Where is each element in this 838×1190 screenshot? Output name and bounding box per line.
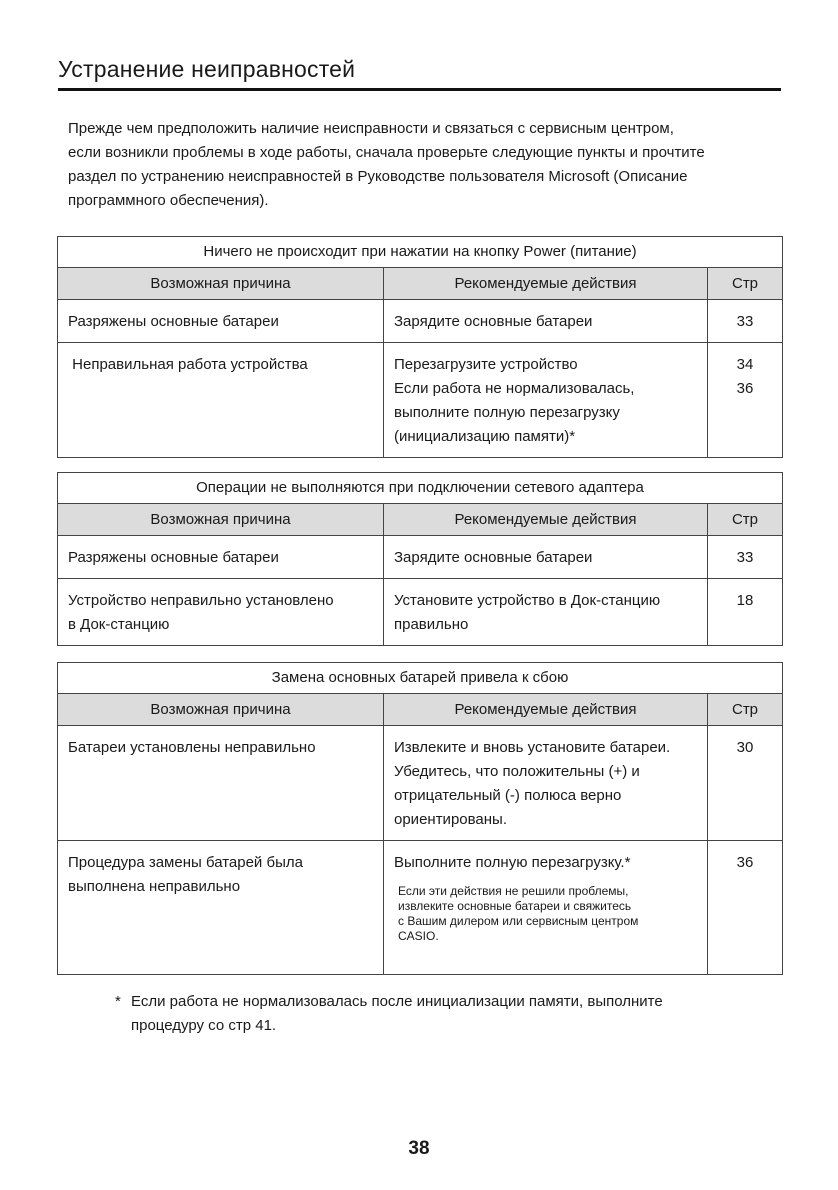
cause-text: Разряжены основные батареи bbox=[68, 549, 279, 566]
action-text: Зарядите основные батареи bbox=[394, 313, 593, 330]
page-ref: 18 bbox=[736, 592, 754, 609]
page-ref: 30 bbox=[736, 739, 754, 756]
page-cell bbox=[708, 841, 783, 975]
page-cell bbox=[708, 343, 783, 458]
note-line: CASIO. bbox=[398, 929, 439, 943]
column-header-page: Стр bbox=[708, 504, 783, 536]
cause-text: Процедура замены батарей была bbox=[68, 854, 303, 871]
table-title: Операции не выполняются при подключении сетевого адаптера bbox=[58, 473, 783, 504]
cause-cell bbox=[58, 300, 384, 343]
action-text: Зарядите основные батареи bbox=[394, 549, 593, 566]
footnote-line: Если работа не нормализовалась после инициализации памяти, выполните bbox=[131, 993, 663, 1010]
action-text: отрицательный (-) полюса верно bbox=[394, 787, 622, 804]
action-cell bbox=[384, 536, 708, 579]
intro-line: раздел по устранению неисправностей в Руководстве пользователя Microsoft (Описание bbox=[68, 168, 688, 185]
column-header-page: Стр bbox=[708, 694, 783, 726]
cause-text: Батареи установлены неправильно bbox=[68, 739, 316, 756]
page-title: Устранение неиправностей bbox=[58, 56, 356, 82]
page-ref: 33 bbox=[736, 313, 754, 330]
action-note bbox=[394, 884, 697, 944]
title-rule bbox=[58, 88, 781, 91]
page-cell bbox=[708, 300, 783, 343]
table-row bbox=[58, 726, 783, 841]
action-text: Установите устройство в Док-станцию bbox=[394, 592, 661, 609]
table-row bbox=[58, 343, 783, 458]
table-row bbox=[58, 579, 783, 646]
cause-text: в Док-станцию bbox=[68, 616, 170, 633]
column-header-action: Рекомендуемые действия bbox=[384, 504, 708, 536]
cause-text: выполнена неправильно bbox=[68, 878, 241, 895]
page-ref: 36 bbox=[736, 854, 754, 871]
page-cell bbox=[708, 536, 783, 579]
cause-cell bbox=[58, 841, 384, 975]
action-text: ориентированы. bbox=[394, 811, 507, 828]
cause-cell bbox=[58, 726, 384, 841]
page-ref: 36 bbox=[736, 380, 754, 397]
intro-line: программного обеспечения). bbox=[68, 192, 269, 209]
cause-cell bbox=[58, 343, 384, 458]
table-row bbox=[58, 536, 783, 579]
note-line: извлеките основные батареи и свяжитесь bbox=[398, 899, 632, 913]
action-text: Если работа не нормализовалась, bbox=[394, 380, 635, 397]
intro-line: если возникли проблемы в ходе работы, сначала проверьте следующие пункты и прочтите bbox=[68, 144, 705, 161]
footnote-marker: * bbox=[115, 993, 121, 1010]
column-header-cause: Возможная причина bbox=[58, 504, 384, 536]
action-text: Извлеките и вновь установите батареи. bbox=[394, 739, 671, 756]
troubleshooting-table-power bbox=[57, 236, 783, 458]
action-text: Перезагрузите устройство bbox=[394, 356, 578, 373]
table-title: Ничего не происходит при нажатии на кнопку Power (питание) bbox=[58, 237, 783, 268]
page-ref: 33 bbox=[736, 549, 754, 566]
column-header-cause: Возможная причина bbox=[58, 268, 384, 300]
action-text: Убедитесь, что положительны (+) и bbox=[394, 763, 640, 780]
action-text: (инициализацию памяти)* bbox=[394, 428, 576, 445]
table-title: Замена основных батарей привела к сбою bbox=[58, 663, 783, 694]
footnote-text bbox=[115, 990, 755, 1038]
action-cell bbox=[384, 841, 708, 975]
action-text: правильно bbox=[394, 616, 469, 633]
cause-cell bbox=[58, 579, 384, 646]
footnote bbox=[115, 990, 755, 1038]
column-header-action: Рекомендуемые действия bbox=[384, 694, 708, 726]
column-header-page: Стр bbox=[708, 268, 783, 300]
troubleshooting-table-adapter bbox=[57, 472, 783, 646]
table-row bbox=[58, 841, 783, 975]
action-cell bbox=[384, 726, 708, 841]
footnote-line: процедуру со стр 41. bbox=[131, 1017, 277, 1034]
page-ref: 34 bbox=[736, 356, 754, 373]
note-line: Если эти действия не решили проблемы, bbox=[398, 884, 629, 898]
intro-line: Прежде чем предположить наличие неисправности и связаться с сервисным центром, bbox=[68, 120, 674, 137]
action-text: Выполните полную перезагрузку.* bbox=[394, 854, 631, 871]
column-header-cause: Возможная причина bbox=[58, 694, 384, 726]
action-cell bbox=[384, 579, 708, 646]
note-line: с Вашим дилером или сервисным центром bbox=[398, 914, 639, 928]
cause-text: Неправильная работа устройства bbox=[68, 356, 308, 373]
action-cell bbox=[384, 343, 708, 458]
intro-paragraph bbox=[68, 117, 808, 213]
troubleshooting-table-battery bbox=[57, 662, 783, 975]
page-cell bbox=[708, 579, 783, 646]
cause-cell bbox=[58, 536, 384, 579]
action-text: выполните полную перезагрузку bbox=[394, 404, 620, 421]
page-number: 38 bbox=[408, 1138, 430, 1159]
column-header-action: Рекомендуемые действия bbox=[384, 268, 708, 300]
action-cell bbox=[384, 300, 708, 343]
page-cell bbox=[708, 726, 783, 841]
cause-text: Устройство неправильно установлено bbox=[68, 592, 334, 609]
table-row bbox=[58, 300, 783, 343]
cause-text: Разряжены основные батареи bbox=[68, 313, 279, 330]
